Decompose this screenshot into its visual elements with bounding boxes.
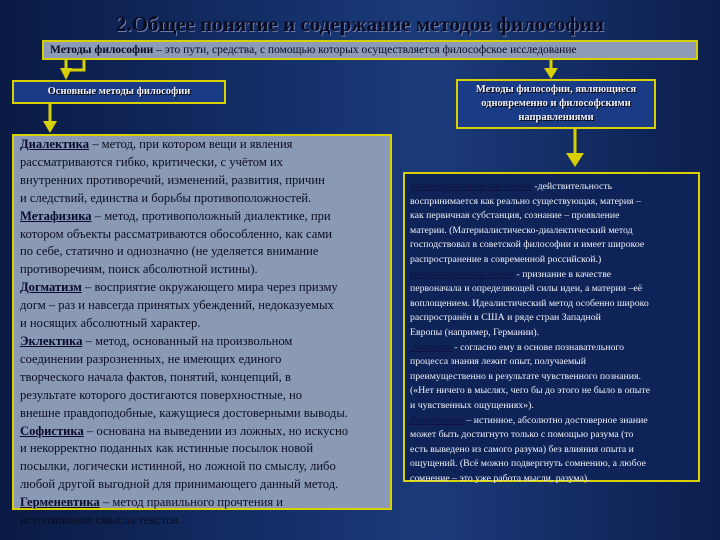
left-text: – метод, при котором вещи и явления bbox=[89, 137, 293, 151]
right-row bbox=[410, 326, 694, 341]
right-row bbox=[410, 370, 694, 385]
left-row bbox=[20, 208, 386, 226]
left-label: Основные методы философии bbox=[12, 80, 226, 104]
down-arrow-left-icon bbox=[40, 104, 60, 134]
right-arrow-icon bbox=[536, 57, 566, 81]
right-text: как первичная субстанция, сознание – проявление bbox=[410, 210, 620, 222]
left-row bbox=[20, 172, 386, 190]
left-text: внутренних противоречий, изменений, развития, причин bbox=[20, 172, 325, 187]
right-row bbox=[410, 472, 694, 487]
right-row bbox=[410, 428, 694, 443]
left-text: рассматриваются гибко, критически, с учётом их bbox=[20, 154, 283, 169]
right-text: процесса знания лежит опыт, получаемый bbox=[410, 356, 586, 368]
left-row bbox=[20, 154, 386, 172]
left-text: истолкования смысла текстов. bbox=[20, 513, 182, 528]
right-text: господствовал в советской философии и имеет широкое bbox=[410, 239, 645, 251]
left-row bbox=[20, 458, 386, 476]
left-row bbox=[20, 190, 386, 208]
right-row bbox=[410, 180, 694, 195]
right-text: -действительность bbox=[531, 181, 613, 192]
left-text: – метод, основанный на произвольном bbox=[82, 333, 293, 348]
right-text: материи. (Материалистическо-диалектический метод bbox=[410, 224, 633, 236]
right-row bbox=[410, 253, 694, 268]
left-text: и следствий, единства и борьбы противоположностей. bbox=[20, 190, 312, 205]
left-row bbox=[20, 315, 386, 333]
left-text: догм – раз и навсегда принятых убеждений, недоказуемых bbox=[20, 298, 334, 313]
right-row bbox=[410, 341, 694, 356]
left-term: Эклектика bbox=[20, 333, 83, 348]
left-arrow-icon bbox=[60, 56, 90, 82]
right-row bbox=[410, 457, 694, 472]
left-text: – восприятие окружающего мира через призму bbox=[81, 280, 338, 295]
right-row bbox=[410, 282, 694, 297]
page-title: 2.Общее понятие и содержание методов философии bbox=[115, 12, 605, 36]
left-row bbox=[20, 297, 386, 315]
left-row bbox=[20, 261, 386, 279]
left-text: посылки, логически истинной, но ложной по смыслу, либо bbox=[20, 459, 336, 474]
right-term: Эмпиризм bbox=[410, 341, 452, 353]
left-row bbox=[20, 494, 386, 512]
left-row bbox=[20, 243, 386, 261]
left-row bbox=[20, 136, 386, 154]
right-text: – истинное, абсолютно достоверное знание bbox=[463, 414, 648, 426]
left-text: по себе, статично и однозначно (не уделяется внимание bbox=[20, 244, 319, 259]
left-term: Метафизика bbox=[20, 208, 92, 223]
left-term: Догматизм bbox=[20, 280, 82, 295]
left-text: – метод правильного прочтения и bbox=[99, 495, 284, 510]
right-text: может быть достигнуто только с помощью разума (то bbox=[410, 429, 634, 441]
right-text: преимущественно в результате чувственного познания. bbox=[410, 370, 641, 382]
right-text: («Нет ничего в мыслях, чего бы до этого не было в опыте bbox=[410, 385, 650, 397]
right-label bbox=[456, 79, 656, 129]
right-text: и чувственных ощущениях»). bbox=[410, 399, 534, 411]
right-text: распространён в США и ряде стран Западной bbox=[410, 312, 601, 324]
definition-term: Методы философии bbox=[50, 44, 154, 56]
right-row bbox=[410, 311, 694, 326]
left-row bbox=[20, 476, 386, 494]
right-text: - признание в качестве bbox=[514, 268, 612, 280]
right-text: - согласно ему в основе познавательного bbox=[451, 341, 625, 353]
right-row bbox=[410, 384, 694, 399]
right-row bbox=[410, 443, 694, 458]
definition-text: – это пути, средства, с помощью которых осуществляется философское исследование bbox=[153, 44, 577, 56]
left-text: и некорректно поданных как истинные посылок новой bbox=[20, 441, 314, 456]
left-row bbox=[20, 405, 386, 423]
right-methods-text bbox=[403, 172, 700, 482]
right-text: распространение в современной российской.) bbox=[410, 253, 602, 265]
left-text: внешне правдоподобные, кажущиеся достоверными выводы. bbox=[20, 405, 348, 420]
left-text: противоречиям, поиск абсолютной истины). bbox=[20, 262, 258, 277]
right-row bbox=[410, 209, 694, 224]
left-row bbox=[20, 226, 386, 244]
left-text: – основана на выведении из ложных, но искусно bbox=[83, 423, 348, 438]
right-row bbox=[410, 195, 694, 210]
left-text: любой другой выгодной для принимающего данный метод. bbox=[20, 477, 339, 492]
left-term: Диалектика bbox=[20, 137, 90, 151]
right-text: сомнение – это уже работа мысли, разума). bbox=[410, 472, 590, 484]
left-text: результате которого достигаются поверхностные, но bbox=[20, 387, 303, 402]
right-term: Рационализм bbox=[410, 414, 464, 426]
left-row bbox=[20, 512, 386, 530]
left-row bbox=[20, 369, 386, 387]
right-text: есть выведено из самого разума) без влияния опыта и bbox=[410, 443, 634, 455]
right-label-line: направлениями bbox=[518, 112, 594, 123]
left-term: Герменевтика bbox=[20, 495, 100, 510]
right-text: воспринимается как реально существующая, материя – bbox=[410, 195, 641, 207]
left-text: – метод, противоположный диалектике, при bbox=[91, 208, 331, 223]
right-row bbox=[410, 355, 694, 370]
right-label-line: Методы философии, являющиеся bbox=[475, 84, 637, 95]
right-row bbox=[410, 297, 694, 312]
left-text: соединении разрозненных, не имеющих единого bbox=[20, 351, 282, 366]
down-arrow-right-icon bbox=[560, 129, 590, 169]
left-row bbox=[20, 440, 386, 458]
left-row bbox=[20, 279, 386, 297]
right-row bbox=[410, 268, 694, 283]
definition-box bbox=[42, 40, 698, 60]
right-text: воплощением. Идеалистический метод особенно широко bbox=[410, 297, 649, 309]
left-text: творческого начала фактов, понятий, концепций, в bbox=[20, 369, 291, 384]
right-term: Идеалистический метод bbox=[410, 268, 515, 280]
right-row bbox=[410, 224, 694, 239]
right-text: первоначала и определяющей силы идеи, а материи –её bbox=[410, 283, 643, 295]
left-row bbox=[20, 387, 386, 405]
right-text: Европы (например, Германии). bbox=[410, 326, 540, 338]
left-text: и носящих абсолютный характер. bbox=[20, 316, 201, 331]
left-text: котором объекты рассматриваются обособленно, как сами bbox=[20, 226, 333, 241]
left-row bbox=[20, 333, 386, 351]
right-row bbox=[410, 238, 694, 253]
right-row bbox=[410, 399, 694, 414]
right-row bbox=[410, 414, 694, 429]
left-methods-text bbox=[12, 134, 392, 528]
right-term: Материалистический метод bbox=[410, 181, 532, 192]
left-row bbox=[20, 351, 386, 369]
left-term: Софистика bbox=[20, 423, 84, 438]
right-label-line: одновременно и философскими bbox=[481, 98, 631, 109]
left-row bbox=[20, 423, 386, 441]
right-text: ощущений. (Всё можно подвергнуть сомнению, а любое bbox=[410, 458, 646, 470]
